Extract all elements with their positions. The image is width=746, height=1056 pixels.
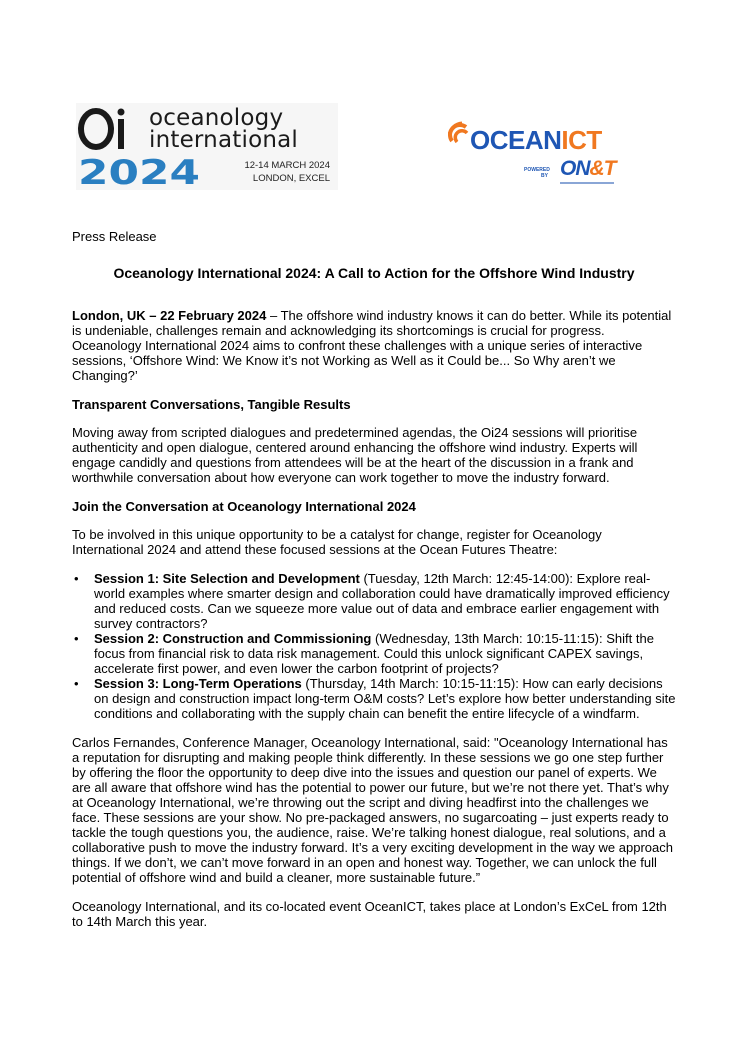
oi-year-graphic: [78, 157, 202, 187]
section-paragraph-join: To be involved in this unique opportunity to be a catalyst for change, register for Oceanology International 2024 and attend these focused sessions at the Ocean Futures Theatre:: [72, 527, 602, 557]
oi-year: 2024: [78, 157, 200, 187]
section-heading-join: Join the Conversation at Oceanology International 2024: [72, 499, 416, 514]
quote-paragraph: Carlos Fernandes, Conference Manager, Oceanology International, said: "Oceanology International has a reputation for disrupting and making people think differently. In these sessions we go one step further by offering the floor the opportunity to deep dive into the issues and question our panel of experts. We are all aware that offshore wind has the potential to power our future, but we’re not there yet. That’s why at Oceanology International, we’re throwing out the script and diving headfirst into the challenges we face. These sessions are your show. No pre-packaged answers, no sugarcoating – just experts ready to tackle the tough questions you, the audience, raise. We’re talking honest dialogue, real solutions, and a collaborative push to move the industry forward. It’s a very exciting development in the way we approach things. If we don’t, we can’t move forward in an open and honest way. Together, we can unlock the full potential of offshore wind and build a cleaner, more sustainable future.”: [72, 735, 673, 885]
document-title: Oceanology International 2024: A Call to Action for the Offshore Wind Industry: [113, 265, 635, 281]
intro-text: – The offshore wind industry knows it can do better. While its potential is undeniable, challenges remain and acknowledging its shortcomings is crucial for progress. Oceanology International 2024 aims to confront these challenges with a unique series of interactive sessions, ‘Offshore Wind: We Know it’s not Working as Well as it Could be... So Why aren’t we Changing?’: [72, 308, 672, 383]
session-details: (Tuesday, 12th March: 12:45-14:00): Explore real-world examples where smarter design and collaboration could have dramatically improved efficiency and reduced costs. Can we squeeze more value out of data and embrace earlier engagement with survey contractors?: [94, 571, 670, 631]
session-title: Session 1: Site Selection and Development: [94, 571, 360, 586]
bullet-icon: •: [74, 571, 79, 586]
session-details: (Wednesday, 13th March: 10:15-11:15): Shift the focus from financial risk to data risk management. Could this unlock significant CAPEX savings, accelerate first power, and even lower the carbon footprint of projects?: [94, 631, 654, 676]
oi-date-line: 12-14 MARCH 2024: [244, 160, 330, 171]
session-details: (Thursday, 14th March: 10:15-11:15): How can early decisions on design and construction impact long-term O&M costs? Let’s explore how better understanding site conditions and collaborating with the supply chain can benefit the entire lifecycle of a windfarm.: [94, 676, 676, 721]
bullet-icon: •: [74, 676, 79, 691]
press-release-body: [72, 229, 676, 943]
powered-by-label: POWERED BY: [524, 167, 550, 179]
ont-word-t: &T: [589, 157, 616, 180]
section-paragraph-transparent: Moving away from scripted dialogues and predetermined agendas, the Oi24 sessions will prioritise authenticity and open dialogue, centered around enhancing the offshore wind industry. Experts will engage candidly and questions from attendees will be at the heart of the discussion in a frank and worthwhile conversation about how everyone can work together to move the industry forward.: [72, 425, 638, 485]
section-heading-transparent: Transparent Conversations, Tangible Results: [72, 397, 351, 412]
oi-word-line2: international: [149, 127, 299, 153]
session-title: Session 3: Long-Term Operations: [94, 676, 302, 691]
session-title: Session 2: Construction and Commissioning: [94, 631, 372, 646]
oceanict-logo: [448, 119, 618, 191]
oi-event-date: [244, 159, 330, 185]
dateline: London, UK – 22 February 2024: [72, 308, 267, 323]
session-item: [72, 631, 676, 676]
oi-monogram-icon: [78, 107, 148, 151]
ont-tagline-rule: [560, 182, 614, 184]
oceanict-wordmark: [470, 127, 602, 153]
oi-word-line1: oceanology: [149, 105, 284, 131]
bullet-icon: •: [74, 631, 79, 646]
session-item: [72, 676, 676, 721]
ont-wordmark: [560, 158, 616, 179]
intro-paragraph: [72, 308, 676, 383]
document-label: Press Release: [72, 229, 157, 244]
closing-paragraph: Oceanology International, and its co-located event OceanICT, takes place at London’s ExCeL from 12th to 14th March this year.: [72, 899, 667, 929]
oceanict-word-ict: ICT: [561, 125, 602, 155]
oceanict-word-ocean: OCEAN: [470, 125, 562, 155]
logo-header: [0, 103, 746, 193]
oi-venue-line: LONDON, EXCEL: [252, 173, 330, 184]
ont-word-on: ON: [560, 157, 590, 180]
oceanology-international-logo: [76, 103, 338, 190]
session-list: [72, 571, 676, 721]
session-item: [72, 571, 676, 631]
